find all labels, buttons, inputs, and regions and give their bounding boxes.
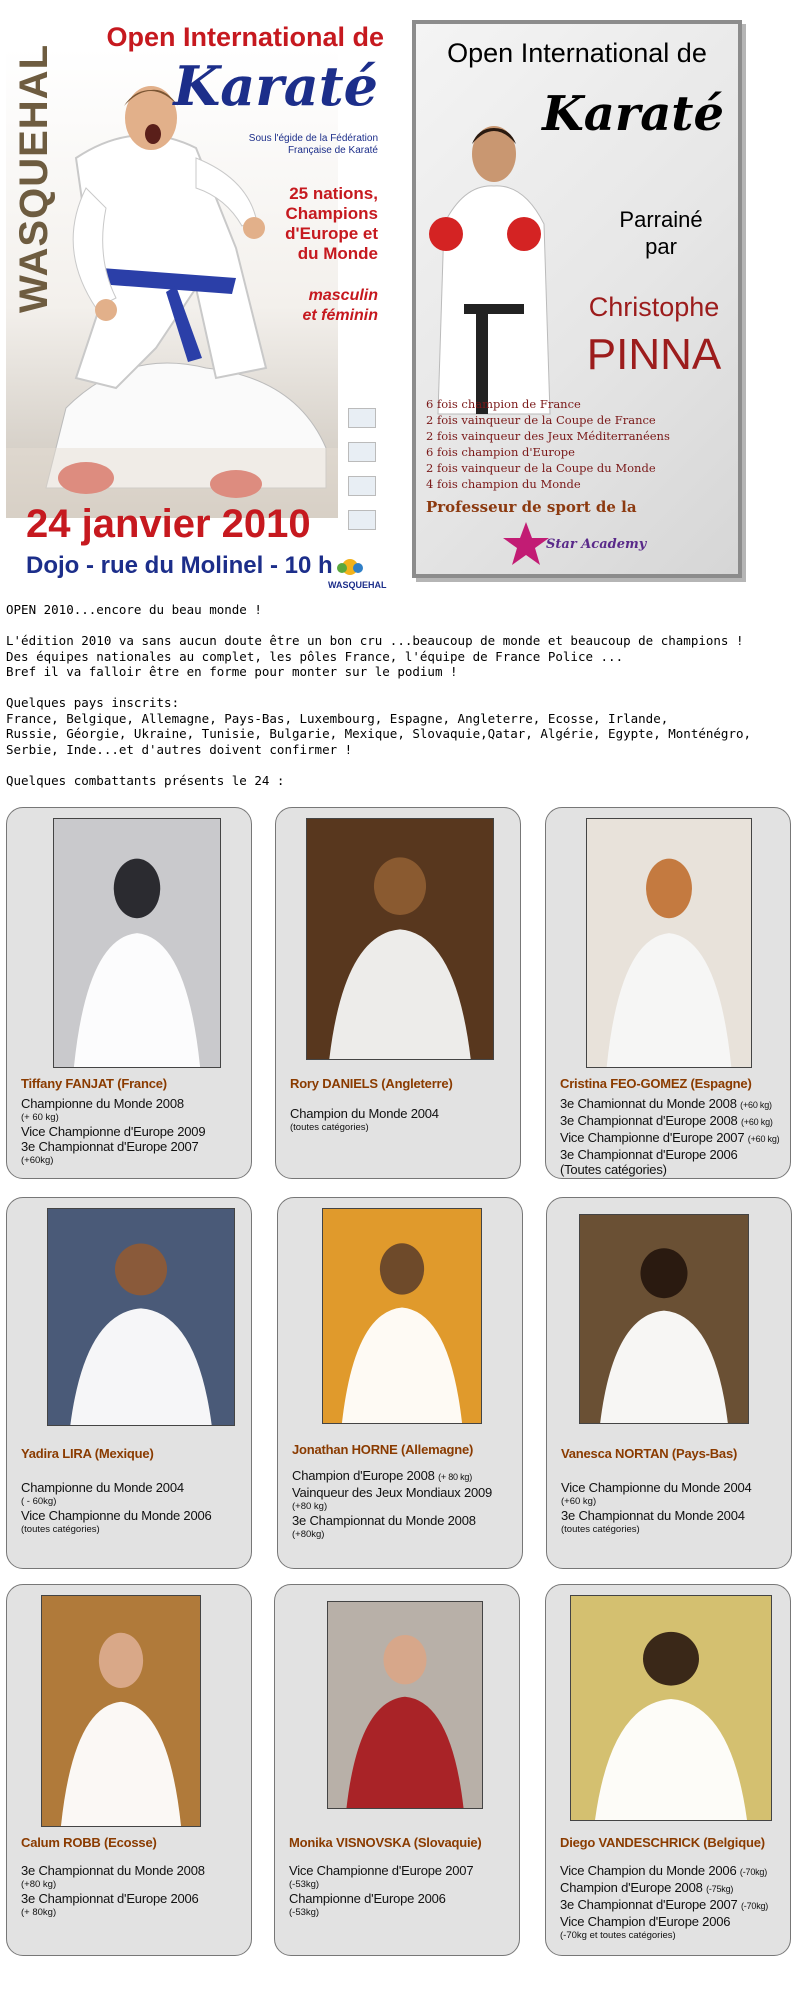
fighter-name: Cristina FEO-GOMEZ (Espagne) xyxy=(560,1076,752,1091)
achievement-text: Championne du Monde 2008 xyxy=(21,1096,184,1111)
fighter-achievements xyxy=(560,1096,786,1177)
fighter-photo xyxy=(306,818,494,1060)
achievement-weight: (+ 80 kg) xyxy=(438,1472,473,1482)
achievement-text: Vice Championne d'Europe 2009 xyxy=(21,1124,206,1139)
fighter-card xyxy=(6,1584,252,1956)
fighter-name: Jonathan HORNE (Allemagne) xyxy=(292,1442,474,1457)
fighter-achievements xyxy=(21,1863,247,1919)
sponsor-last-name: PINNA xyxy=(586,330,722,379)
achievement-text: 3e Championnat d'Europe 2007 xyxy=(560,1897,738,1912)
fighter-card xyxy=(6,807,252,1179)
achievement-text: Vainqueur des Jeux Mondiaux 2009 xyxy=(292,1485,493,1500)
fighter-achievement xyxy=(292,1485,518,1500)
fighter-achievements xyxy=(292,1468,518,1541)
achievement-weight: (-70kg) xyxy=(741,1901,769,1911)
countries-line: Serbie, Inde...et d'autres doivent confirmer ! xyxy=(6,741,353,757)
fighter-achievement xyxy=(560,1096,786,1113)
fighter-achievements xyxy=(560,1863,786,1942)
fighter-achievement xyxy=(561,1480,787,1495)
pinna-photo xyxy=(424,74,564,414)
sponsor-title-item: 2 fois vainqueur de la Coupe du Monde xyxy=(426,461,656,475)
sponsor-poster-title-open: Open International de xyxy=(447,38,707,68)
achievement-text: Vice Champion d'Europe 2006 xyxy=(560,1914,731,1929)
fighter-achievement xyxy=(292,1468,518,1485)
fighter-weight-note: (+80 kg) xyxy=(21,1879,57,1890)
fighter-card xyxy=(546,1197,792,1569)
fighter-achievement xyxy=(561,1508,787,1523)
achievement-text: Vice Championne du Monde 2006 xyxy=(21,1508,212,1523)
fighter-weight-note: ( - 60kg) xyxy=(21,1496,57,1507)
sponsor-poster xyxy=(412,20,742,578)
fighter-card xyxy=(545,807,791,1179)
achievement-text: 3e Championnat du Monde 2004 xyxy=(561,1508,745,1523)
fighter-weight-note: (+60kg) xyxy=(21,1155,54,1166)
achievement-weight: (-70kg) xyxy=(739,1867,768,1877)
fighter-achievement xyxy=(560,1147,786,1162)
achievement-text: (Toutes catégories) xyxy=(560,1162,667,1177)
wasquehal-logo: WASQUEHAL xyxy=(328,556,387,590)
fighter-card xyxy=(6,1197,252,1569)
fighter-achievement xyxy=(21,1124,247,1139)
fighter-achievements xyxy=(21,1096,247,1167)
poster-title-open: Open International de xyxy=(106,22,384,52)
fighter-weight-note: (+80 kg) xyxy=(292,1501,328,1512)
fighter-card xyxy=(545,1584,791,1956)
countries-title: Quelques pays inscrits: xyxy=(6,695,180,710)
parraine-text: Parrainé par xyxy=(619,207,703,259)
fighter-weight-note: (-53kg) xyxy=(289,1879,320,1890)
fighter-achievement xyxy=(560,1162,786,1177)
fighter-name: Monika VISNOVSKA (Slovaquie) xyxy=(289,1835,482,1850)
fighter-photo xyxy=(47,1208,235,1426)
sponsor-title-item: 2 fois vainqueur des Jeux Méditerranéens xyxy=(426,429,670,443)
fighter-achievement xyxy=(560,1914,786,1929)
poster-categories-text: masculin et féminin xyxy=(302,287,378,324)
fighter-achievement xyxy=(292,1513,518,1528)
star-academy-logo xyxy=(502,520,647,570)
achievement-text: Champion d'Europe 2008 xyxy=(292,1468,435,1483)
fighter-achievement xyxy=(21,1096,247,1111)
achievement-text: Championne d'Europe 2006 xyxy=(289,1891,446,1906)
fighter-achievement xyxy=(290,1106,516,1121)
fighter-weight-note: (-53kg) xyxy=(289,1907,320,1918)
fighter-photo xyxy=(586,818,752,1068)
fighter-weight-note: (+80kg) xyxy=(292,1529,325,1540)
fighter-achievements xyxy=(290,1106,516,1134)
fighter-name: Rory DANIELS (Angleterre) xyxy=(290,1076,453,1091)
fighter-weight-note: (toutes catégories) xyxy=(561,1524,640,1535)
fighter-achievement xyxy=(21,1480,247,1495)
poster-egide-text: Sous l'égide de la Fédération Française de Karaté xyxy=(248,133,378,156)
fighters-title: Quelques combattants présents le 24 : xyxy=(6,772,285,788)
fighter-achievement xyxy=(21,1139,247,1154)
sponsor-title-item: 6 fois champion de France xyxy=(426,397,581,411)
fighter-weight-note: (toutes catégories) xyxy=(290,1122,369,1133)
fighter-photo xyxy=(570,1595,772,1821)
sun-logo-icon xyxy=(328,556,372,578)
achievement-weight: (-75kg) xyxy=(706,1884,734,1894)
achievement-text: Vice Champion du Monde 2006 xyxy=(560,1863,737,1878)
fighter-achievement xyxy=(289,1891,515,1906)
sponsor-title-item: 2 fois vainqueur de la Coupe de France xyxy=(426,413,656,427)
fighter-card xyxy=(275,807,521,1179)
fighter-name: Tiffany FANJAT (France) xyxy=(21,1076,167,1091)
achievement-text: Vice Championne d'Europe 2007 xyxy=(560,1130,745,1145)
fighter-weight-note: (+ 60 kg) xyxy=(21,1112,59,1123)
poster-date: 24 janvier 2010 xyxy=(26,502,311,546)
achievement-text: Championne du Monde 2004 xyxy=(21,1480,184,1495)
sponsor-logo xyxy=(348,442,376,462)
fighter-photo xyxy=(53,818,221,1068)
achievement-text: Champion du Monde 2004 xyxy=(290,1106,439,1121)
poster-nations-text: 25 nations, Champions d'Europe et du Monde xyxy=(285,184,378,263)
star-academy-text: Star Academy xyxy=(546,537,647,552)
fighter-achievement xyxy=(560,1897,786,1914)
intro-headline: OPEN 2010...encore du beau monde ! xyxy=(6,602,262,617)
intro-text xyxy=(6,602,796,788)
fighter-achievement xyxy=(560,1113,786,1130)
poster-venue: Dojo - rue du Molinel - 10 h xyxy=(26,552,333,579)
fighter-weight-note: (+ 80kg) xyxy=(21,1907,57,1918)
fighter-achievements xyxy=(21,1480,247,1536)
countries-line: Russie, Géorgie, Ukraine, Tunisie, Bulgarie, Mexique, Slovaquie,Qatar, Algérie, Egypte, Monténégro, xyxy=(6,726,752,741)
fighter-weight-note: (toutes catégories) xyxy=(21,1524,100,1535)
achievement-text: 3e Championnat d'Europe 2007 xyxy=(21,1139,199,1154)
fighter-achievements xyxy=(561,1480,787,1536)
fighter-achievement xyxy=(289,1863,515,1878)
achievement-text: Champion d'Europe 2008 xyxy=(560,1880,703,1895)
achievement-text: 3e Championnat d'Europe 2006 xyxy=(21,1891,199,1906)
fighter-photo xyxy=(41,1595,201,1827)
achievement-text: 3e Championnat d'Europe 2008 xyxy=(560,1113,738,1128)
countries-line: France, Belgique, Allemagne, Pays-Bas, Luxembourg, Espagne, Angleterre, Ecosse, Irlande, xyxy=(6,710,669,726)
fighter-achievement xyxy=(560,1130,786,1147)
achievement-text: Vice Championne d'Europe 2007 xyxy=(289,1863,474,1878)
intro-paragraph-line: Des équipes nationales au complet, les pôles France, l'équipe de France Police ... xyxy=(6,648,624,664)
fighter-photo xyxy=(579,1214,749,1424)
intro-paragraph-line: L'édition 2010 va sans aucun doute être un bon cru ...beaucoup de monde et beaucoup de champions ! xyxy=(6,633,744,648)
sponsor-title-item: 4 fois champion du Monde xyxy=(426,477,581,491)
achievement-text: 3e Championnat d'Europe 2006 xyxy=(560,1147,738,1162)
fighter-achievement xyxy=(21,1508,247,1523)
poster-title-karate: Karaté xyxy=(173,54,378,118)
fighter-achievement xyxy=(21,1863,247,1878)
event-poster xyxy=(6,8,387,590)
fighter-name: Diego VANDESCHRICK (Belgique) xyxy=(560,1835,765,1850)
fighter-weight-note: (-70kg et toutes catégories) xyxy=(560,1930,676,1941)
fighter-achievement xyxy=(560,1880,786,1897)
sponsor-logo xyxy=(348,476,376,496)
sponsor-title-item: 6 fois champion d'Europe xyxy=(426,445,575,459)
achievement-text: Vice Championne du Monde 2004 xyxy=(561,1480,752,1495)
fighter-achievement xyxy=(21,1891,247,1906)
fighter-card xyxy=(274,1584,520,1956)
fighter-name: Calum ROBB (Ecosse) xyxy=(21,1835,157,1850)
achievement-weight: (+60 kg) xyxy=(741,1117,773,1127)
sponsor-first-name: Christophe xyxy=(588,292,720,322)
poster-vertical-brand: WASQUEHAL xyxy=(11,43,56,313)
fighter-achievements xyxy=(289,1863,515,1919)
sponsor-titles-list xyxy=(426,396,736,492)
fighter-card xyxy=(277,1197,523,1569)
star-icon xyxy=(503,522,549,565)
fighter-photo xyxy=(327,1601,483,1809)
sponsor-poster-title-karate: Karaté xyxy=(542,86,724,142)
fighter-achievement xyxy=(560,1863,786,1880)
achievement-text: 3e Championnat du Monde 2008 xyxy=(292,1513,476,1528)
achievement-text: 3e Chamionnat du Monde 2008 xyxy=(560,1096,737,1111)
sponsor-logo xyxy=(348,408,376,428)
achievement-weight: (+60 kg) xyxy=(740,1100,772,1110)
fighter-weight-note: (+60 kg) xyxy=(561,1496,597,1507)
achievement-weight: (+60 kg) xyxy=(747,1134,780,1144)
intro-paragraph-line: Bref il va falloir être en forme pour monter sur le podium ! xyxy=(6,664,458,679)
fighter-photo xyxy=(322,1208,482,1424)
achievement-text: 3e Championnat du Monde 2008 xyxy=(21,1863,205,1878)
fighter-name: Vanesca NORTAN (Pays-Bas) xyxy=(561,1446,738,1461)
fighter-name: Yadira LIRA (Mexique) xyxy=(21,1446,154,1461)
sponsor-professeur: Professeur de sport de la xyxy=(426,498,637,516)
